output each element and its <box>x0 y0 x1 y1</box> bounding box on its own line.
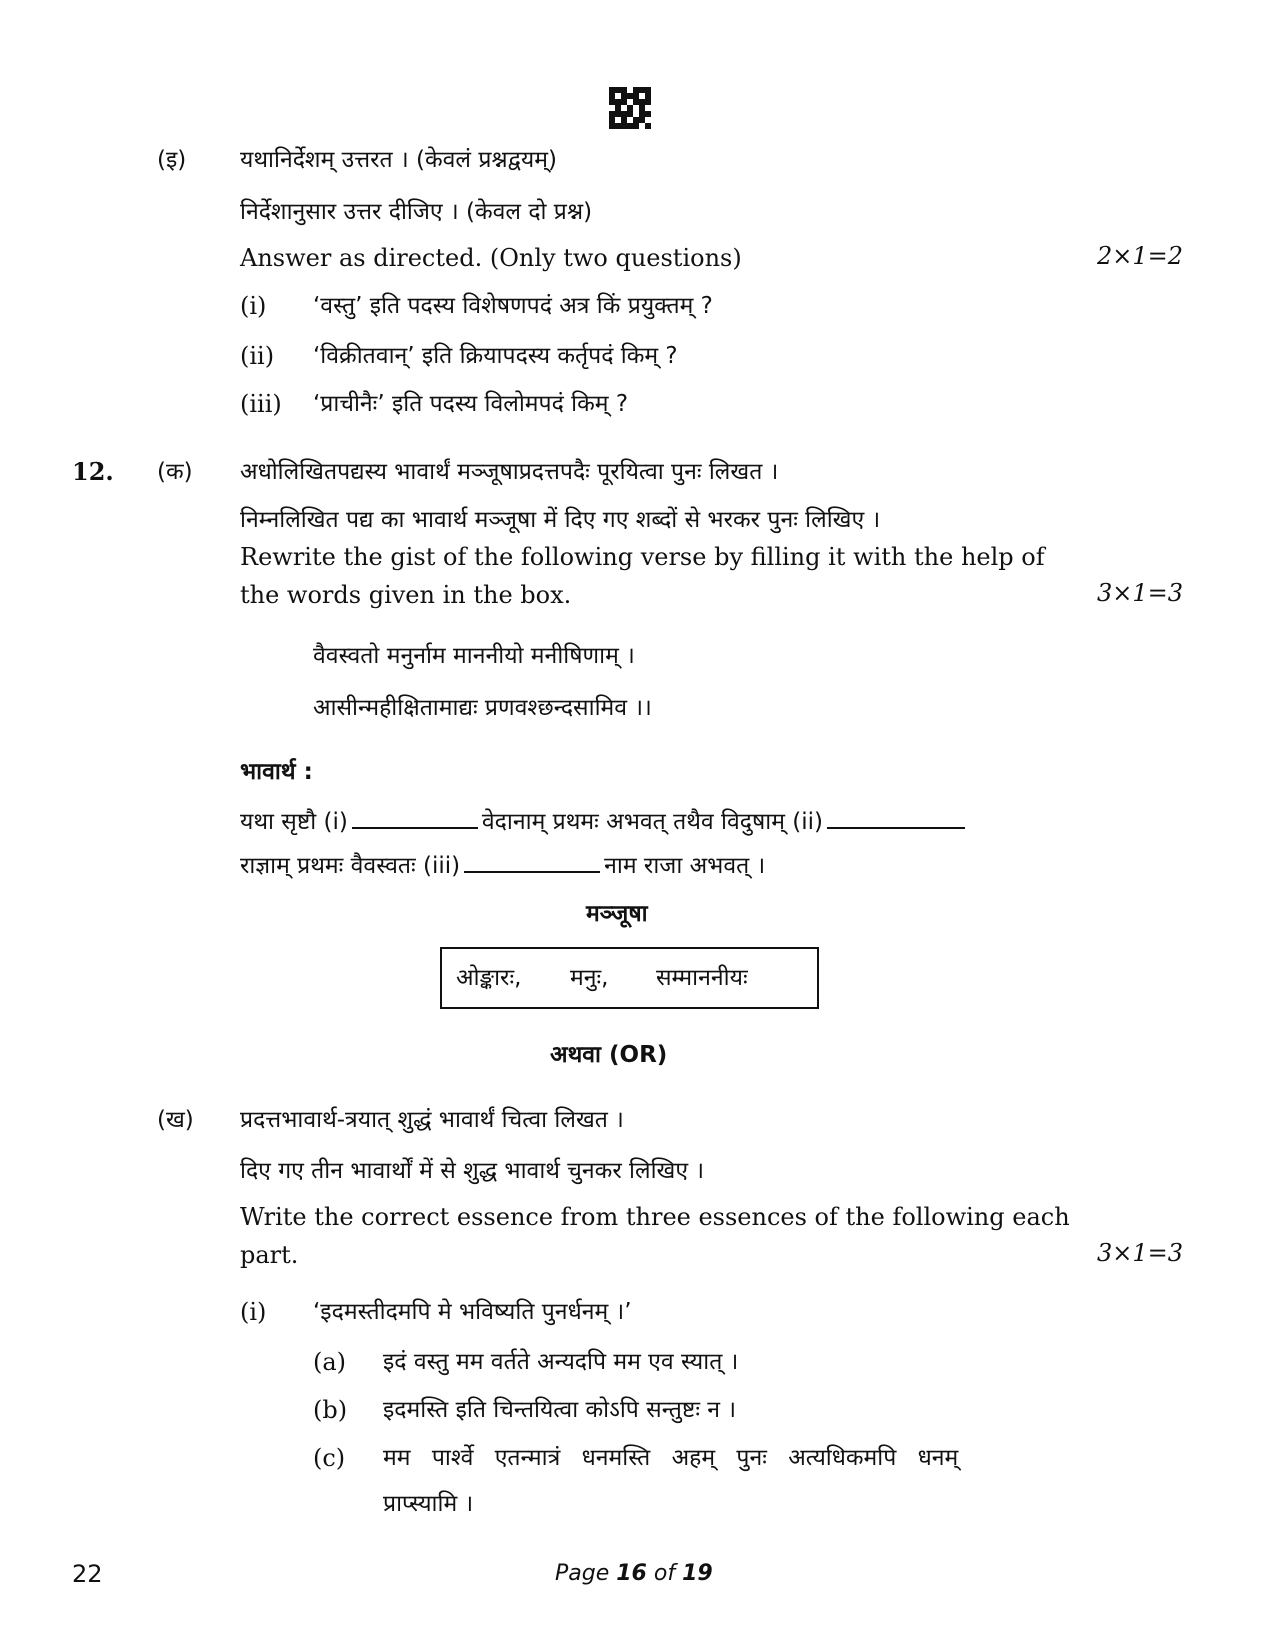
option-text: इदमस्ति इति चिन्तयित्वा कोऽपि सन्तुष्टः न । <box>383 1397 737 1423</box>
q11e-sanskrit-instruction: यथानिर्देशम् उत्तरत । (केवलं प्रश्नद्वयम्) <box>240 147 557 173</box>
bhavarth-part: नाम राजा अभवत् । <box>604 853 766 879</box>
of-word: of <box>653 1561 676 1586</box>
bhavarth-part: राज्ञाम् प्रथमः वैवस्वतः (iii) <box>240 853 461 879</box>
manjusha-title: मञ्जूषा <box>586 901 648 927</box>
q12a-label: (क) <box>157 459 193 485</box>
q12b-label: (ख) <box>157 1107 194 1133</box>
bhavarth-part: यथा सृष्टौ (i) <box>240 809 348 835</box>
q12b-hindi-instruction: दिए गए तीन भावार्थों में से शुद्ध भावार्थ चुनकर लिखिए । <box>240 1158 705 1184</box>
answer-blank <box>352 807 478 829</box>
q11e-marks: 2×1=2 <box>1097 242 1184 270</box>
bhavarth-line-1 <box>240 806 969 838</box>
qr-code <box>609 87 651 127</box>
q12a-marks: 3×1=3 <box>1097 579 1184 607</box>
page-number: 16 <box>616 1561 647 1586</box>
q12a-sanskrit-instruction: अधोलिखितपद्यस्य भावार्थं मञ्जूषाप्रदत्तपदैः पूरयित्वा पुनः लिखत । <box>240 459 779 485</box>
bhavarth-line-2 <box>240 850 765 882</box>
q12b-sanskrit-instruction: प्रदत्तभावार्थ-त्रयात् शुद्धं भावार्थं चित्वा लिखत । <box>240 1107 624 1133</box>
q12b-marks: 3×1=3 <box>1097 1239 1184 1267</box>
q12b-item-num: (i) <box>240 1298 267 1326</box>
or-separator: अथवा (OR) <box>550 1042 668 1068</box>
q11e-hindi-instruction: निर्देशानुसार उत्तर दीजिए । (केवल दो प्रश्न) <box>240 199 593 225</box>
manjusha-box <box>440 947 819 1009</box>
page-word: Page <box>555 1561 610 1586</box>
page-indicator <box>555 1561 713 1586</box>
question-number: 12. <box>72 457 114 486</box>
q12a-english-line1: Rewrite the gist of the following verse by filling it with the help of <box>240 543 1045 571</box>
option-text: मम पार्श्वे एतन्मात्रं धनमस्ति अहम् पुनः अत्यधिकमपि धनम् <box>383 1445 959 1471</box>
q11e-item-text: ‘वस्तु’ इति पदस्य विशेषणपदं अत्र किं प्रयुक्तम् ? <box>313 293 713 319</box>
option-label: (b) <box>313 1396 348 1424</box>
option-text: इदं वस्तु मम वर्तते अन्यदपि मम एव स्यात् । <box>383 1349 739 1375</box>
page-total: 19 <box>682 1561 713 1586</box>
q11e-label: (इ) <box>157 147 187 173</box>
q11e-item-num: (i) <box>240 292 267 320</box>
q12b-english-line2: part. <box>240 1241 299 1269</box>
manjusha-word: मनुः, <box>570 965 609 991</box>
answer-blank <box>464 851 600 873</box>
option-label: (c) <box>313 1444 346 1472</box>
manjusha-word: ओङ्कारः, <box>456 965 522 991</box>
q12b-english-line1: Write the correct essence from three essences of the following each <box>240 1203 1070 1231</box>
q11e-item-text: ‘विक्रीतवान्’ इति क्रियापदस्य कर्तृपदं किम् ? <box>313 343 678 369</box>
q11e-item-text: ‘प्राचीनैः’ इति पदस्य विलोमपदं किम् ? <box>313 391 629 417</box>
answer-blank <box>827 807 965 829</box>
manjusha-word: सम्माननीयः <box>656 965 748 991</box>
option-label: (a) <box>313 1348 347 1376</box>
q11e-item-num: (ii) <box>240 342 275 370</box>
q12a-english-line2: the words given in the box. <box>240 581 572 609</box>
bhavarth-part: वेदानाम् प्रथमः अभवत् तथैव विदुषाम् (ii) <box>481 809 823 835</box>
q11e-english-instruction: Answer as directed. (Only two questions) <box>240 244 742 272</box>
verse-line-2: आसीन्महीक्षितामाद्यः प्रणवश्छन्दसामिव ।। <box>313 695 652 721</box>
q11e-item-num: (iii) <box>240 390 282 418</box>
q12b-item-text: ‘इदमस्तीदमपि मे भविष्यति पुनर्धनम् ।’ <box>313 1299 632 1325</box>
option-text-continued: प्राप्स्यामि । <box>383 1491 474 1517</box>
paper-code: 22 <box>72 1560 103 1588</box>
verse-line-1: वैवस्वतो मनुर्नाम माननीयो मनीषिणाम् । <box>313 643 635 669</box>
bhavarth-label: भावार्थ : <box>240 759 313 785</box>
q12a-hindi-instruction: निम्नलिखित पद्य का भावार्थ मञ्जूषा में दिए गए शब्दों से भरकर पुनः लिखिए । <box>240 507 881 533</box>
